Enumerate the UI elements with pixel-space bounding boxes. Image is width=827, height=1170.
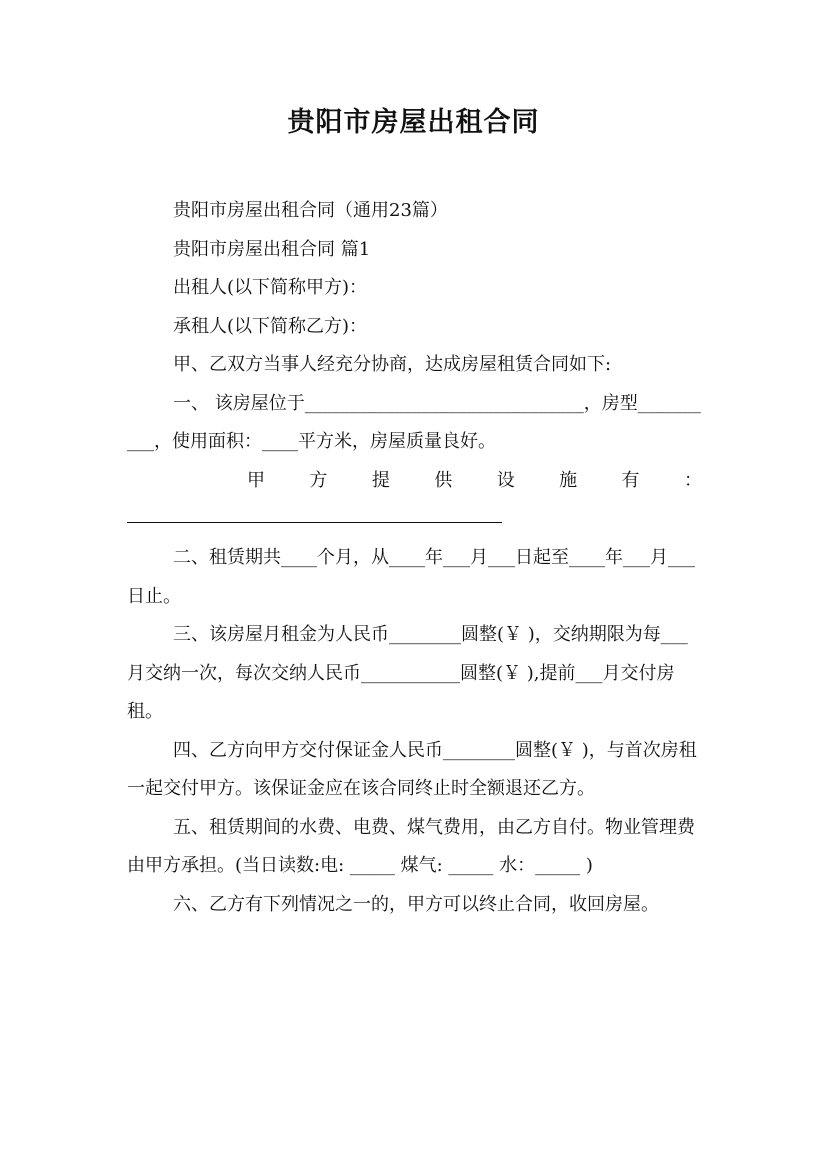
facilities-char: 施 bbox=[559, 469, 578, 491]
facilities-char: 提 bbox=[371, 469, 390, 491]
facilities-char: 设 bbox=[496, 469, 515, 491]
document-body bbox=[127, 192, 702, 924]
paragraph-facilities bbox=[127, 462, 702, 501]
paragraph-clause-2: 二、租赁期共____个月，从____年___月___日起至____年___月___日止。 bbox=[127, 547, 695, 607]
paragraph-section-heading: 贵阳市房屋出租合同 篇1 bbox=[173, 238, 371, 260]
paragraph-clause-4: 四、乙方向甲方交付保证金人民币________圆整(￥ )，与首次房租一起交付甲方。该保证金应在该合同终止时全额退还乙方。 bbox=[127, 739, 697, 799]
paragraph-lessor: 出租人(以下简称甲方)： bbox=[173, 277, 368, 298]
paragraph-clause-6: 六、乙方有下列情况之一的，甲方可以终止合同，收回房屋。 bbox=[173, 893, 659, 915]
facilities-blank-line bbox=[127, 500, 502, 523]
facilities-char: 甲 bbox=[247, 469, 265, 491]
paragraph-clause-3: 三、该房屋月租金为人民币________圆整(￥ )，交纳期限为每___月交纳一次，每次交纳人民币___________圆整(￥ ),提前___月交付房租。 bbox=[127, 624, 688, 722]
facilities-char: 方 bbox=[309, 469, 328, 491]
paragraph-clause-1: 一、 该房屋位于_______________________________，房型__________，使用面积：____平方米，房屋质量良好。 bbox=[127, 392, 701, 452]
paragraph-clause-5: 五、租赁期间的水费、电费、煤气费用，由乙方自付。物业管理费由甲方承担。(当日读数:电: _____ 煤气: _____ 水：_____ ) bbox=[127, 816, 695, 876]
document-title: 贵阳市房屋出租合同 bbox=[287, 107, 540, 138]
facilities-char: ： bbox=[683, 469, 702, 491]
paragraph-lessee: 承租人(以下简称乙方)： bbox=[173, 315, 368, 337]
facilities-char: 供 bbox=[434, 469, 453, 491]
paragraph-agreement-intro: 甲、乙双方当事人经充分协商，达成房屋租赁合同如下: bbox=[173, 354, 612, 375]
facilities-char: 有 bbox=[621, 469, 640, 491]
paragraph-subtitle: 贵阳市房屋出租合同（通用23篇） bbox=[173, 200, 448, 221]
